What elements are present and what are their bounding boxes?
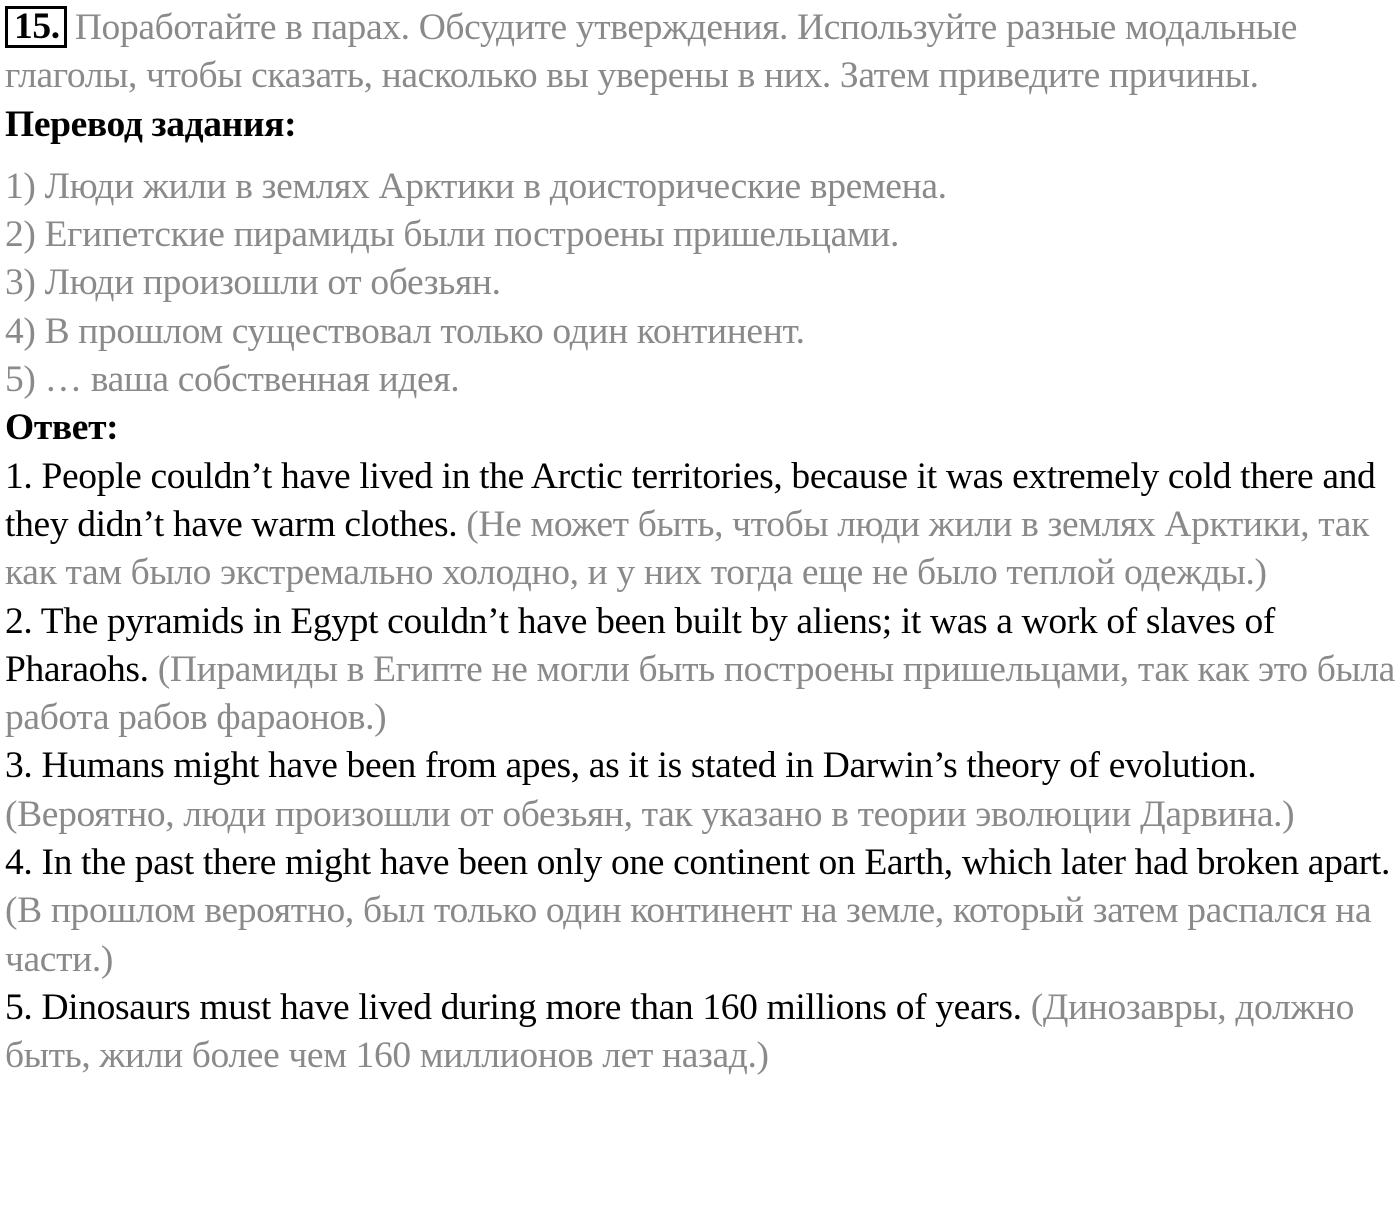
answer-item	[5, 984, 1397, 1081]
translation-heading: Перевод задания:	[5, 103, 297, 145]
task-instruction: Поработайте в парах. Обсудите утверждения. Используйте разные модальные глаголы, чтобы сказать, насколько вы уверены в них. Затем приведите причины.	[5, 7, 1298, 97]
answers-list	[5, 453, 1397, 1081]
statement-item: 5) … ваша собственная идея.	[5, 359, 460, 401]
answer-russian: (Динозавры, должно быть, жили более чем 160 миллионов лет назад.)	[5, 986, 1354, 1077]
answer-item	[5, 453, 1397, 598]
answer-english: 2. The pyramids in Egypt couldn’t have been built by aliens; it was a work of slaves of Pharaohs.	[5, 600, 1275, 690]
answer-heading: Ответ:	[5, 407, 119, 449]
answer-russian: (Пирамиды в Египте не могли быть построены пришельцами, так как это была работа рабов фараонов.)	[5, 648, 1395, 739]
answer-item	[5, 839, 1397, 984]
task-number-box: 15.	[5, 6, 67, 48]
task-paragraph	[5, 4, 1397, 101]
answer-english: 3. Humans might have been from apes, as it is stated in Darwin’s theory of evolution.	[5, 745, 1257, 787]
statement-item: 3) Люди произошли от обезьян.	[5, 262, 501, 304]
answer-russian: (Не может быть, чтобы люди жили в землях Арктики, так как там было экстремально холодно, и у них тогда еще не было теплой одежды.)	[5, 503, 1369, 594]
answer-russian: (В прошлом вероятно, был только один континент на земле, который затем распался на части.)	[5, 890, 1372, 980]
statement-item: 1) Люди жили в землях Арктики в доисторические времена.	[5, 165, 947, 207]
answer-english: 1. People couldn’t have lived in the Arctic territories, because it was extremely cold there and they didn’t have warm clothes.	[5, 455, 1376, 545]
statement-item: 4) В прошлом существовал только один континент.	[5, 310, 805, 352]
answer-item	[5, 742, 1397, 839]
statements-list	[5, 163, 1397, 404]
document-page	[5, 4, 1397, 1081]
answer-english: 4. In the past there might have been only one continent on Earth, which later had broken apart.	[5, 842, 1391, 884]
answer-item	[5, 598, 1397, 743]
answer-russian: (Вероятно, люди произошли от обезьян, так указано в теории эволюции Дарвина.)	[5, 793, 1295, 835]
answer-english: 5. Dinosaurs must have lived during more than 160 millions of years.	[5, 986, 1022, 1028]
statement-item: 2) Египетские пирамиды были построены пришельцами.	[5, 214, 899, 256]
spacer	[5, 149, 1397, 163]
